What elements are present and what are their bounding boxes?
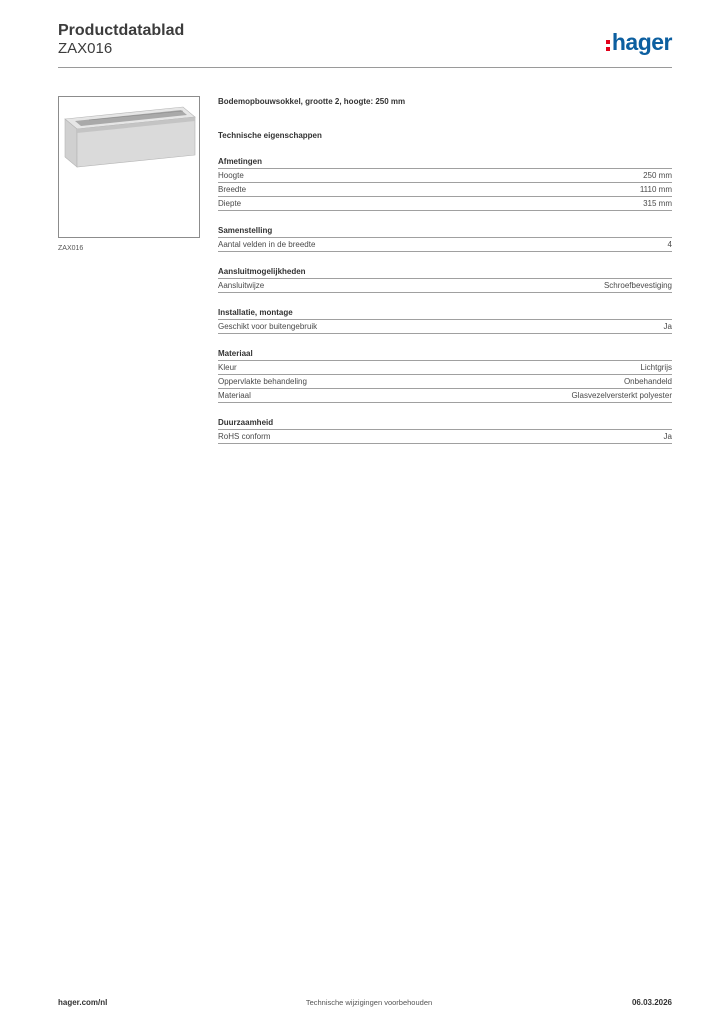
spec-row bbox=[218, 430, 672, 444]
logo-dots-icon bbox=[606, 38, 611, 52]
spec-label: Kleur bbox=[218, 363, 237, 372]
section-aansluitmogelijkheden bbox=[218, 266, 672, 293]
spec-row bbox=[218, 279, 672, 293]
footer-website-link[interactable]: hager.com/nl bbox=[58, 998, 108, 1007]
spec-label: Geschikt voor buitengebruik bbox=[218, 322, 318, 331]
spec-value: 4 bbox=[667, 240, 672, 249]
spec-row bbox=[218, 238, 672, 252]
product-image bbox=[58, 96, 200, 238]
spec-value: Glasvezelversterkt polyester bbox=[571, 391, 672, 400]
section-materiaal bbox=[218, 348, 672, 403]
spec-row bbox=[218, 361, 672, 375]
section-title: Aansluitmogelijkheden bbox=[218, 266, 672, 279]
spec-value: Onbehandeld bbox=[623, 377, 672, 386]
image-caption: ZAX016 bbox=[58, 245, 84, 252]
section-title: Installatie, montage bbox=[218, 307, 672, 320]
section-installatie-montage bbox=[218, 307, 672, 334]
product-code: ZAX016 bbox=[58, 40, 113, 57]
spec-row bbox=[218, 183, 672, 197]
section-title: Samenstelling bbox=[218, 225, 672, 238]
section-samenstelling bbox=[218, 225, 672, 252]
spec-label: Oppervlakte behandeling bbox=[218, 377, 307, 386]
spec-value: Lichtgrijs bbox=[640, 363, 672, 372]
document-title: Productdatablad bbox=[58, 22, 185, 39]
section-title: Duurzaamheid bbox=[218, 417, 672, 430]
spec-label: Aansluitwijze bbox=[218, 281, 265, 290]
spec-label: RoHS conform bbox=[218, 432, 271, 441]
footer-note: Technische wijzigingen voorbehouden bbox=[305, 998, 433, 1007]
spec-row bbox=[218, 197, 672, 211]
spec-row bbox=[218, 389, 672, 403]
spec-value: 250 mm bbox=[643, 171, 672, 180]
spec-value: 315 mm bbox=[643, 199, 672, 208]
spec-label: Breedte bbox=[218, 185, 247, 194]
spec-label: Hoogte bbox=[218, 171, 244, 180]
section-title: Afmetingen bbox=[218, 156, 672, 169]
section-afmetingen bbox=[218, 156, 672, 211]
spec-value: 1110 mm bbox=[639, 185, 672, 194]
section-duurzaamheid bbox=[218, 417, 672, 444]
spec-row bbox=[218, 320, 672, 334]
spec-value: Ja bbox=[663, 322, 672, 331]
specifications bbox=[218, 96, 672, 444]
header-divider bbox=[58, 67, 672, 68]
technical-properties-heading: Technische eigenschappen bbox=[218, 131, 322, 140]
spec-row bbox=[218, 375, 672, 389]
spec-label: Aantal velden in de breedte bbox=[218, 240, 316, 249]
spec-value: Ja bbox=[663, 432, 672, 441]
spec-value: Schroefbevestiging bbox=[603, 281, 672, 290]
spec-label: Diepte bbox=[218, 199, 242, 208]
spec-row bbox=[218, 169, 672, 183]
plinth-illustration-icon bbox=[59, 97, 199, 237]
spec-label: Materiaal bbox=[218, 391, 251, 400]
logo-text: hager bbox=[611, 29, 672, 55]
footer-date: 06.03.2026 bbox=[631, 998, 672, 1007]
section-title: Materiaal bbox=[218, 348, 672, 361]
hager-logo[interactable] bbox=[606, 30, 672, 54]
product-description: Bodemopbouwsokkel, grootte 2, hoogte: 250 mm bbox=[218, 97, 406, 106]
